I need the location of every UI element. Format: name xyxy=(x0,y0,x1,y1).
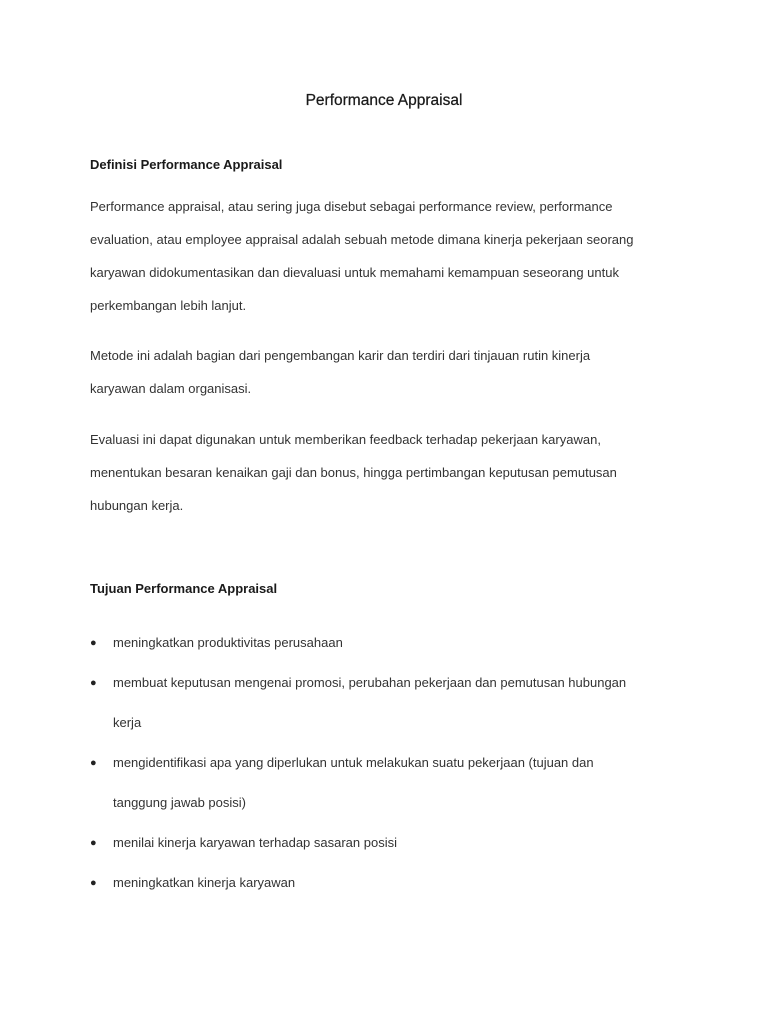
section-heading-definisi: Definisi Performance Appraisal xyxy=(90,157,283,172)
paragraph-line: Metode ini adalah bagian dari pengembangan karir dan terdiri dari tinjauan rutin kinerja xyxy=(90,348,591,363)
list-item-text: kerja xyxy=(113,715,142,730)
paragraph-line: Performance appraisal, atau sering juga disebut sebagai performance review, performance xyxy=(90,199,613,214)
list-item xyxy=(90,863,690,903)
list-item-text: mengidentifikasi apa yang diperlukan untuk melakukan suatu pekerjaan (tujuan dan xyxy=(113,755,594,770)
paragraph-line: evaluation, atau employee appraisal adalah sebuah metode dimana kinerja pekerjaan seorang xyxy=(90,232,634,247)
bullet-icon: ● xyxy=(90,877,97,889)
list-item-text: meningkatkan kinerja karyawan xyxy=(113,875,296,890)
paragraph-line: perkembangan lebih lanjut. xyxy=(90,298,247,313)
list-item-text: membuat keputusan mengenai promosi, perubahan pekerjaan dan pemutusan hubungan xyxy=(113,675,627,690)
paragraph-evaluation xyxy=(90,423,690,522)
objectives-list xyxy=(90,623,690,903)
paragraph-line: menentukan besaran kenaikan gaji dan bonus, hingga pertimbangan keputusan pemutusan xyxy=(90,465,617,480)
list-item xyxy=(90,823,690,863)
list-item xyxy=(90,623,690,663)
paragraph-line: karyawan dalam organisasi. xyxy=(90,381,252,396)
document-title: Performance Appraisal xyxy=(305,92,463,109)
section-heading-tujuan: Tujuan Performance Appraisal xyxy=(90,581,278,596)
paragraph-definition xyxy=(90,190,690,322)
list-item-text: menilai kinerja karyawan terhadap sasaran posisi xyxy=(113,835,397,850)
bullet-icon: ● xyxy=(90,677,97,689)
paragraph-line: Evaluasi ini dapat digunakan untuk memberikan feedback terhadap pekerjaan karyawan, xyxy=(90,432,601,447)
paragraph-line: hubungan kerja. xyxy=(90,498,184,513)
list-item xyxy=(90,663,690,743)
list-item xyxy=(90,743,690,823)
bullet-icon: ● xyxy=(90,757,97,769)
list-item-text: tanggung jawab posisi) xyxy=(113,795,246,810)
paragraph-method xyxy=(90,339,690,405)
bullet-icon: ● xyxy=(90,637,97,649)
list-item-text: meningkatkan produktivitas perusahaan xyxy=(113,635,343,650)
paragraph-line: karyawan didokumentasikan dan dievaluasi untuk memahami kemampuan seseorang untuk xyxy=(90,265,619,280)
bullet-icon: ● xyxy=(90,837,97,849)
